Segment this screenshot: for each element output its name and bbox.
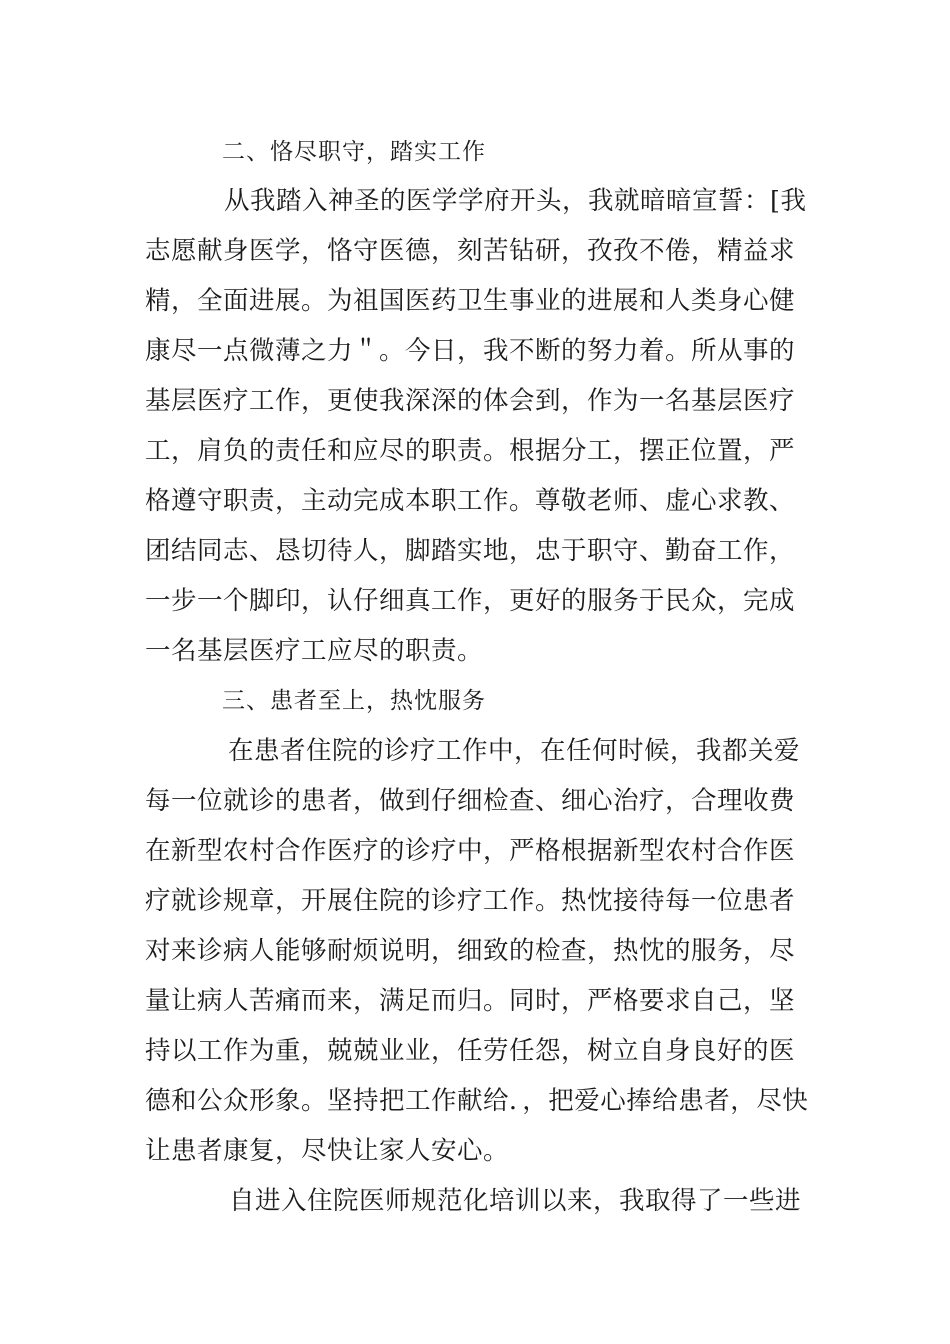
paragraph-line: 德和公众形象。坚持把工作献给．，把爱心捧给患者，尽快 [145, 1086, 809, 1116]
paragraph-line: 每一位就诊的患者，做到仔细检查、细心治疗，合理收费 [145, 786, 796, 816]
paragraph-line: 志愿献身医学，恪守医德，刻苦钻研，孜孜不倦，精益求 [145, 236, 796, 266]
paragraph-line: 从我踏入神圣的医学学府开头，我就暗暗宣誓：[我 [224, 186, 807, 216]
paragraph-line: 基层医疗工作，更使我深深的体会到，作为一名基层医疗 [145, 386, 796, 416]
paragraph-line: 让患者康复，尽快让家人安心。 [145, 1136, 510, 1166]
paragraph-line: 康尽一点微薄之力＂。今日，我不断的努力着。所从事的 [145, 336, 796, 366]
paragraph-line: 自进入住院医师规范化培训以来，我取得了一些进 [229, 1186, 802, 1216]
section-heading-2: 二、恪尽职守，踏实工作 [222, 139, 486, 165]
paragraph-line: 持以工作为重，兢兢业业，任劳任怨，树立自身良好的医 [145, 1036, 796, 1066]
paragraph-line: 对来诊病人能够耐烦说明，细致的检查，热忱的服务，尽 [145, 936, 796, 966]
paragraph-line: 在新型农村合作医疗的诊疗中，严格根据新型农村合作医 [145, 836, 796, 866]
paragraph-line: 疗就诊规章，开展住院的诊疗工作。热忱接待每一位患者 [145, 886, 796, 916]
paragraph-line: 工，肩负的责任和应尽的职责。根据分工，摆正位置，严 [145, 436, 796, 466]
section-heading-3: 三、患者至上，热忱服务 [222, 688, 486, 714]
paragraph-line: 精，全面进展。为祖国医药卫生事业的进展和人类身心健 [145, 286, 796, 316]
paragraph-line: 一步一个脚印，认仔细真工作，更好的服务于民众，完成 [145, 586, 796, 616]
paragraph-line: 量让病人苦痛而来，满足而归。同时，严格要求自己，坚 [145, 986, 796, 1016]
paragraph-line: 在患者住院的诊疗工作中，在任何时候，我都关爱 [228, 736, 801, 766]
paragraph-line: 团结同志、恳切待人，脚踏实地，忠于职守、勤奋工作， [145, 536, 796, 566]
paragraph-line: 格遵守职责，主动完成本职工作。尊敬老师、虚心求教、 [145, 486, 796, 516]
paragraph-line: 一名基层医疗工应尽的职责。 [145, 636, 484, 666]
